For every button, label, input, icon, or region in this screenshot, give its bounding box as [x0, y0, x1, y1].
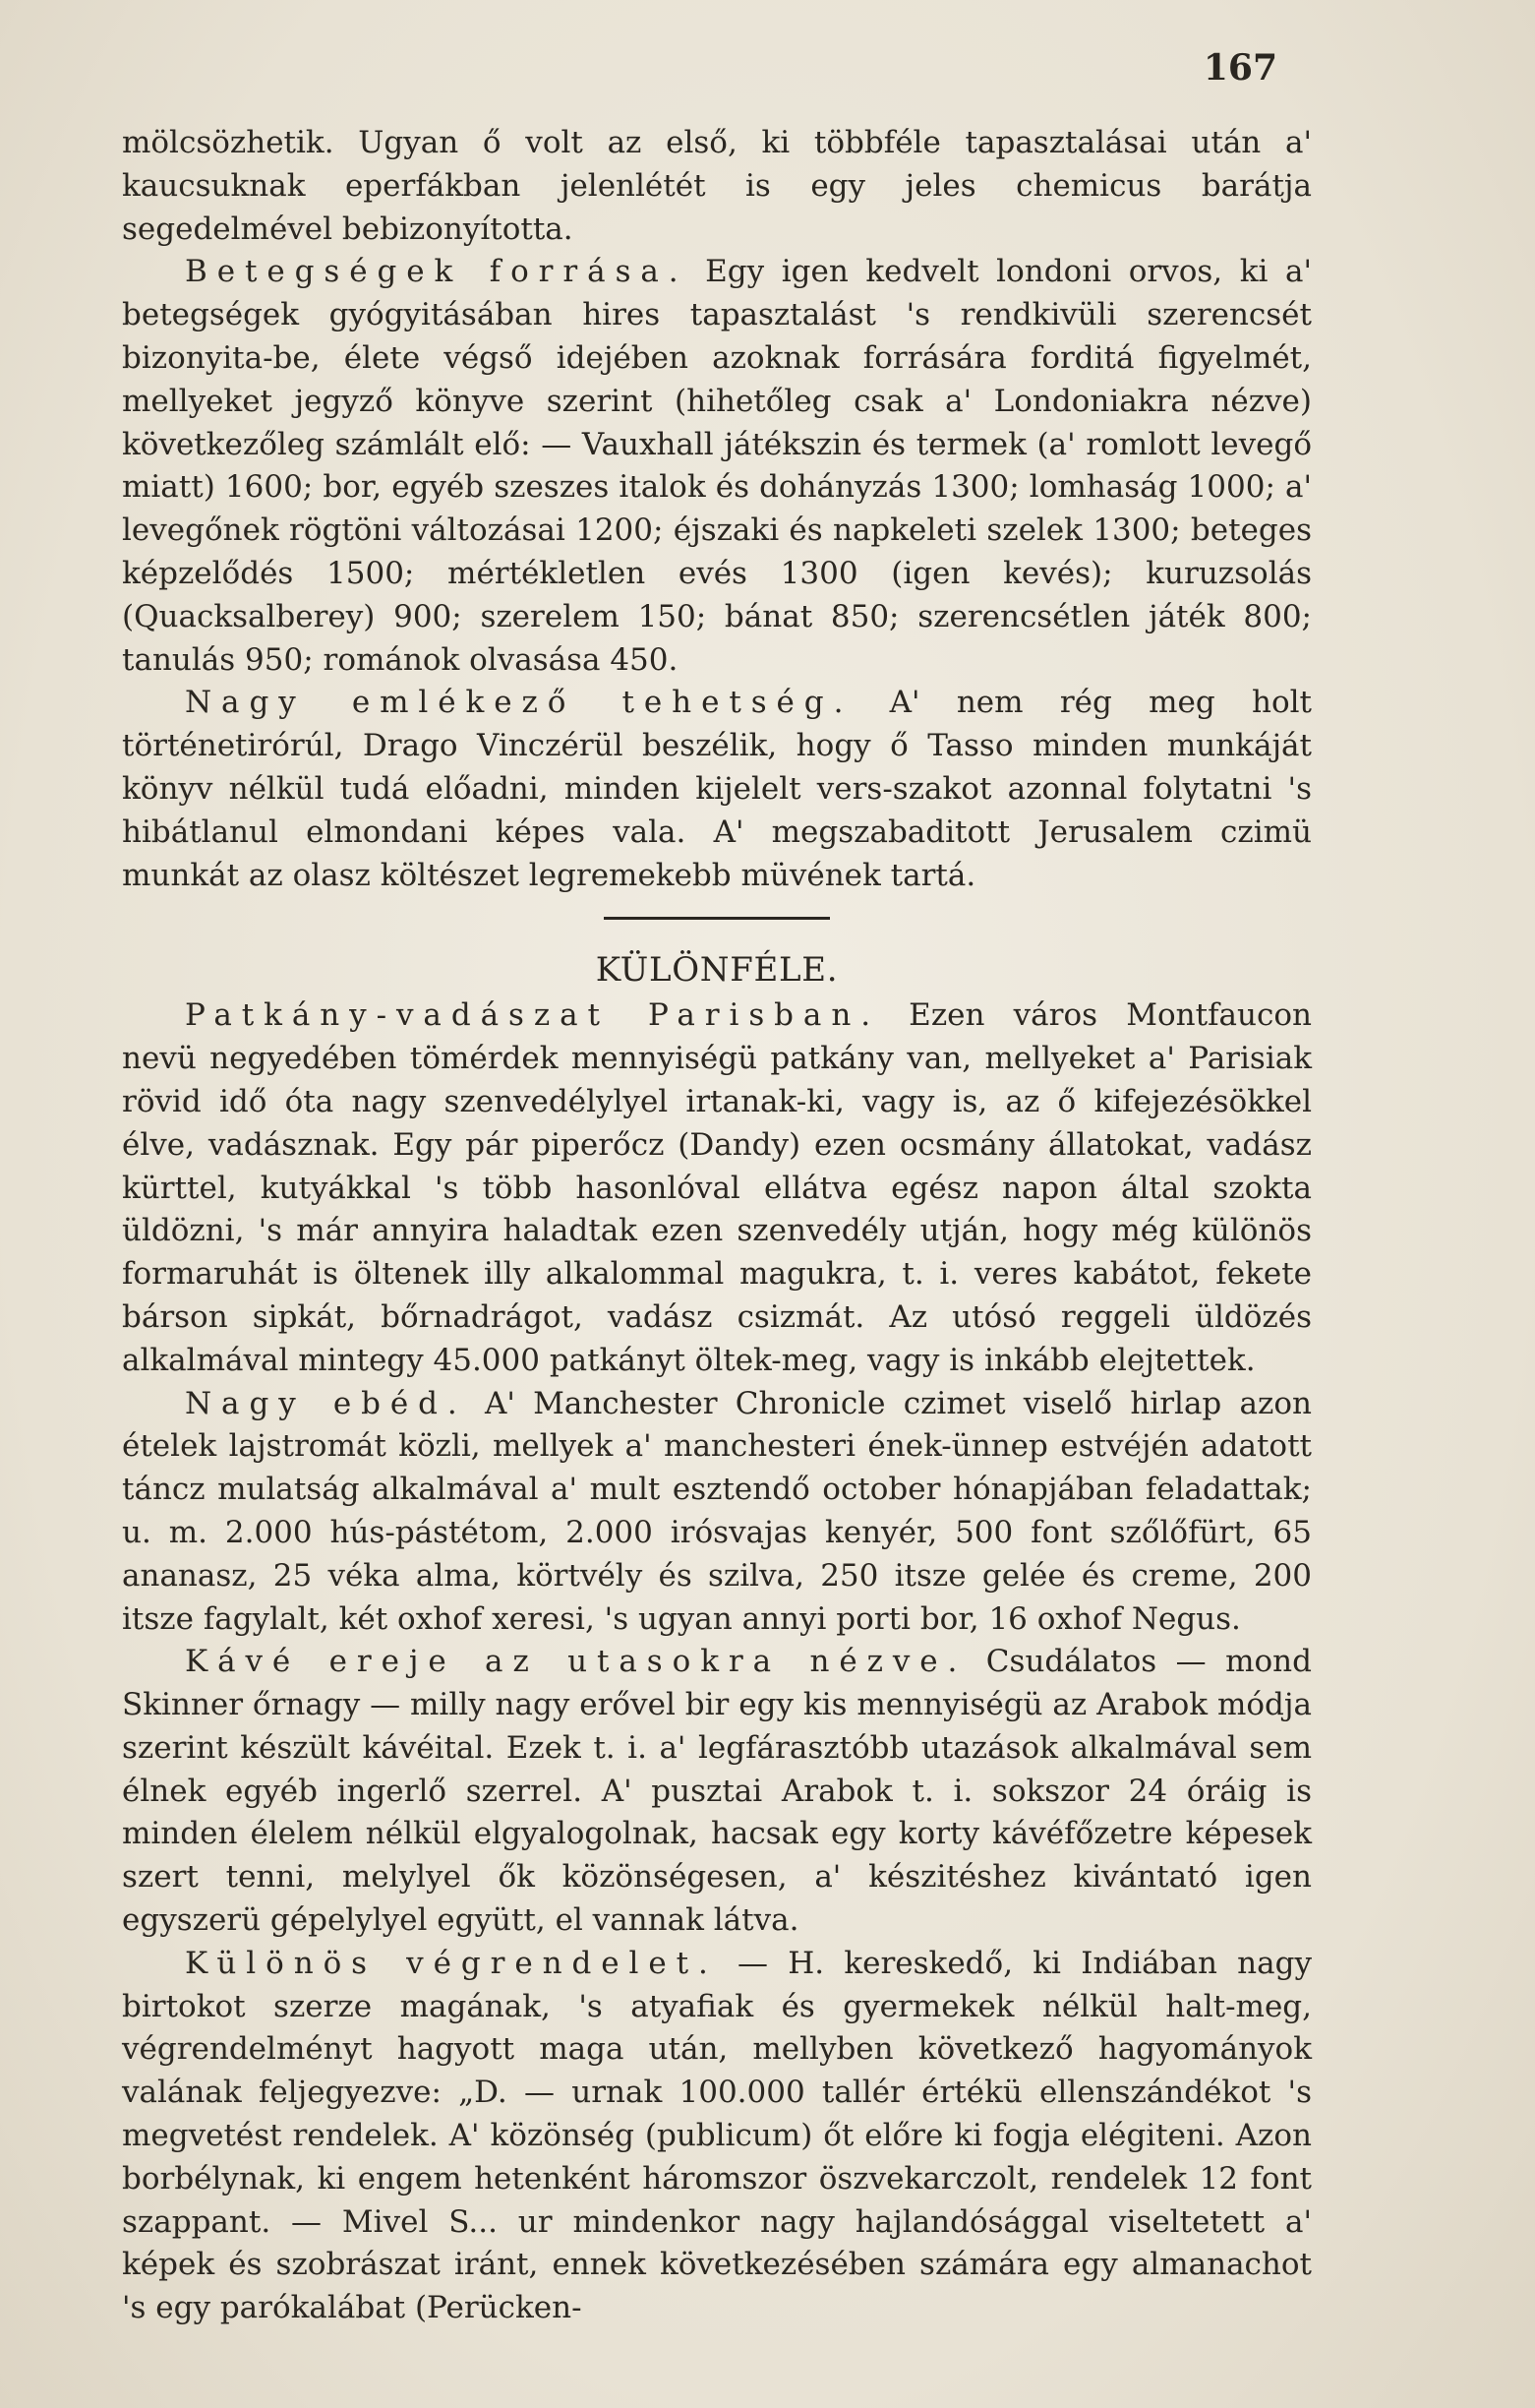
section-title: KÜLÖNFÉLE. [595, 950, 839, 991]
section-divider [604, 917, 830, 920]
paragraph-ebed [122, 1383, 1312, 1642]
paragraph-vegrendelet [122, 1943, 1312, 2330]
paragraph-heading: Patkány-vadászat Parisban. [185, 997, 880, 1034]
paragraph-betegsegek [122, 251, 1312, 682]
paragraph-body: — H. kereskedő, ki Indiában nagy birtokot szerze magának, 's atyafiak és gyermekek nélkül halt-meg, végrendelményt hagyott maga után, mellyben következő hagyományok valának feljegyezve: „D. — urnak 100.000 tallér értékü ellenszándékot 's megvetést rendelek. A' közönség (publicum) őt előre ki fogja elégiteni. Azon borbélynak, ki engem hetenként háromszor öszvekarczolt, rendelek 12 font szappant. — Mivel S... ur mindenkor nagy hajlandósággal viseltetett a' képek és szobrászat iránt, ennek következésében számára egy almanachot 's egy parókalábat (Perücken- [122, 1945, 1312, 2326]
paragraph-continuation: mölcsözhetik. Ugyan ő volt az első, ki többféle tapasztalásai után a' kaucsuknak eperfákban jelenlétét is egy jeles chemicus barátja segedelmével bebizonyította. [122, 125, 1312, 247]
paragraph-body: Csudálatos — mond Skinner őrnagy — milly nagy erővel bir egy kis mennyiségü az Arabok módja szerint készült kávéital. Ezek t. i. a' legfárasztóbb utazások alkalmával sem élnek egyéb ingerlő szerrel. A' pusztai Arabok t. i. sokszor 24 óráig is minden élelem nélkül elgyalogolnak, hacsak egy korty kávéfőzetre képesek szert tenni, melylyel ők közönségesen, a' készitéshez kivántató igen egyszerü gépelylyel együtt, el vannak látva. [122, 1644, 1312, 1939]
paragraph-patkany [122, 994, 1312, 1382]
page-text [122, 122, 1312, 2330]
paragraph-heading: Nagy ebéd. [185, 1385, 467, 1421]
page-number: 167 [1203, 47, 1277, 89]
paragraph-emlekezo [122, 682, 1312, 897]
paragraph-kave [122, 1641, 1312, 1943]
paragraph-heading: Különös végrendelet. [185, 1945, 718, 1981]
paragraph-heading: Betegségek forrása. [185, 254, 688, 290]
paragraph-heading: Kávé ereje az utasokra nézve. [185, 1644, 968, 1680]
paragraph-body: Ezen város Montfaucon nevü negyedében tömérdek mennyiségü patkány van, mellyeket a' Parisiak rövid idő óta nagy szenvedélylyel irtanak-ki, vagy is, az ő kifejezésökkel élve, vadásznak. Egy pár piperőcz (Dandy) ezen ocsmány állatokat, vadász kürttel, kutyákkal 's több hasonlóval ellátva egész napon által szokta üldözni, 's már annyira haladtak ezen szenvedély utján, hogy még különös formaruhát is öltenek illy alkalommal magukra, t. i. veres kabátot, fekete bárson sipkát, bőrnadrágot, vadász csizmát. Az utósó reggeli üldözés alkalmával mintegy 45.000 patkányt öltek-meg, vagy is inkább elejtettek. [122, 997, 1312, 1378]
paragraph-body: A' nem rég meg holt történetirórúl, Drago Vinczérül beszélik, hogy ő Tasso minden munkáját könyv nélkül tudá előadni, minden kijelelt vers-szakot azonnal folytatni 's hibátlanul elmondani képes vala. A' megszabaditott Jerusalem czimü munkát az olasz költészet legremekebb müvének tartá. [122, 685, 1312, 893]
paragraph-body: A' Manchester Chronicle czimet viselő hirlap azon ételek lajstromát közli, mellyek a' manchesteri ének-ünnep estvéjén adatott táncz mulatság alkalmával a' mult esztendő october hónapjában feladattak; u. m. 2.000 hús-pástétom, 2.000 irósvajas kenyér, 500 font szőlőfürt, 65 ananasz, 25 véka alma, körtvély és szilva, 250 itsze gelée és creme, 200 itsze fagylalt, két oxhof xeresi, 's ugyan annyi porti bor, 16 oxhof Negus. [122, 1385, 1312, 1637]
paragraph-heading: Nagy emlékező tehetség. [185, 685, 854, 721]
paragraph-body: Egy igen kedvelt londoni orvos, ki a' betegségek gyógyitásában hires tapasztalást 's rendkivüli szerencsét bizonyita-be, élete végső idejében azoknak forrására forditá figyelmét, mellyeket jegyző könyve szerint (hihetőleg csak a' Londoniakra nézve) következőleg számlált elő: — Vauxhall játékszin és termek (a' romlott levegő miatt) 1600; bor, egyéb szeszes italok és dohányzás 1300; lomhaság 1000; a' levegőnek rögtöni változásai 1200; éjszaki és napkeleti szelek 1300; beteges képzelődés 1500; mértékletlen evés 1300 (igen kevés); kuruzsolás (Quacksalberey) 900; szerelem 150; bánat 850; szerencsétlen játék 800; tanulás 950; románok olvasása 450. [122, 254, 1313, 678]
